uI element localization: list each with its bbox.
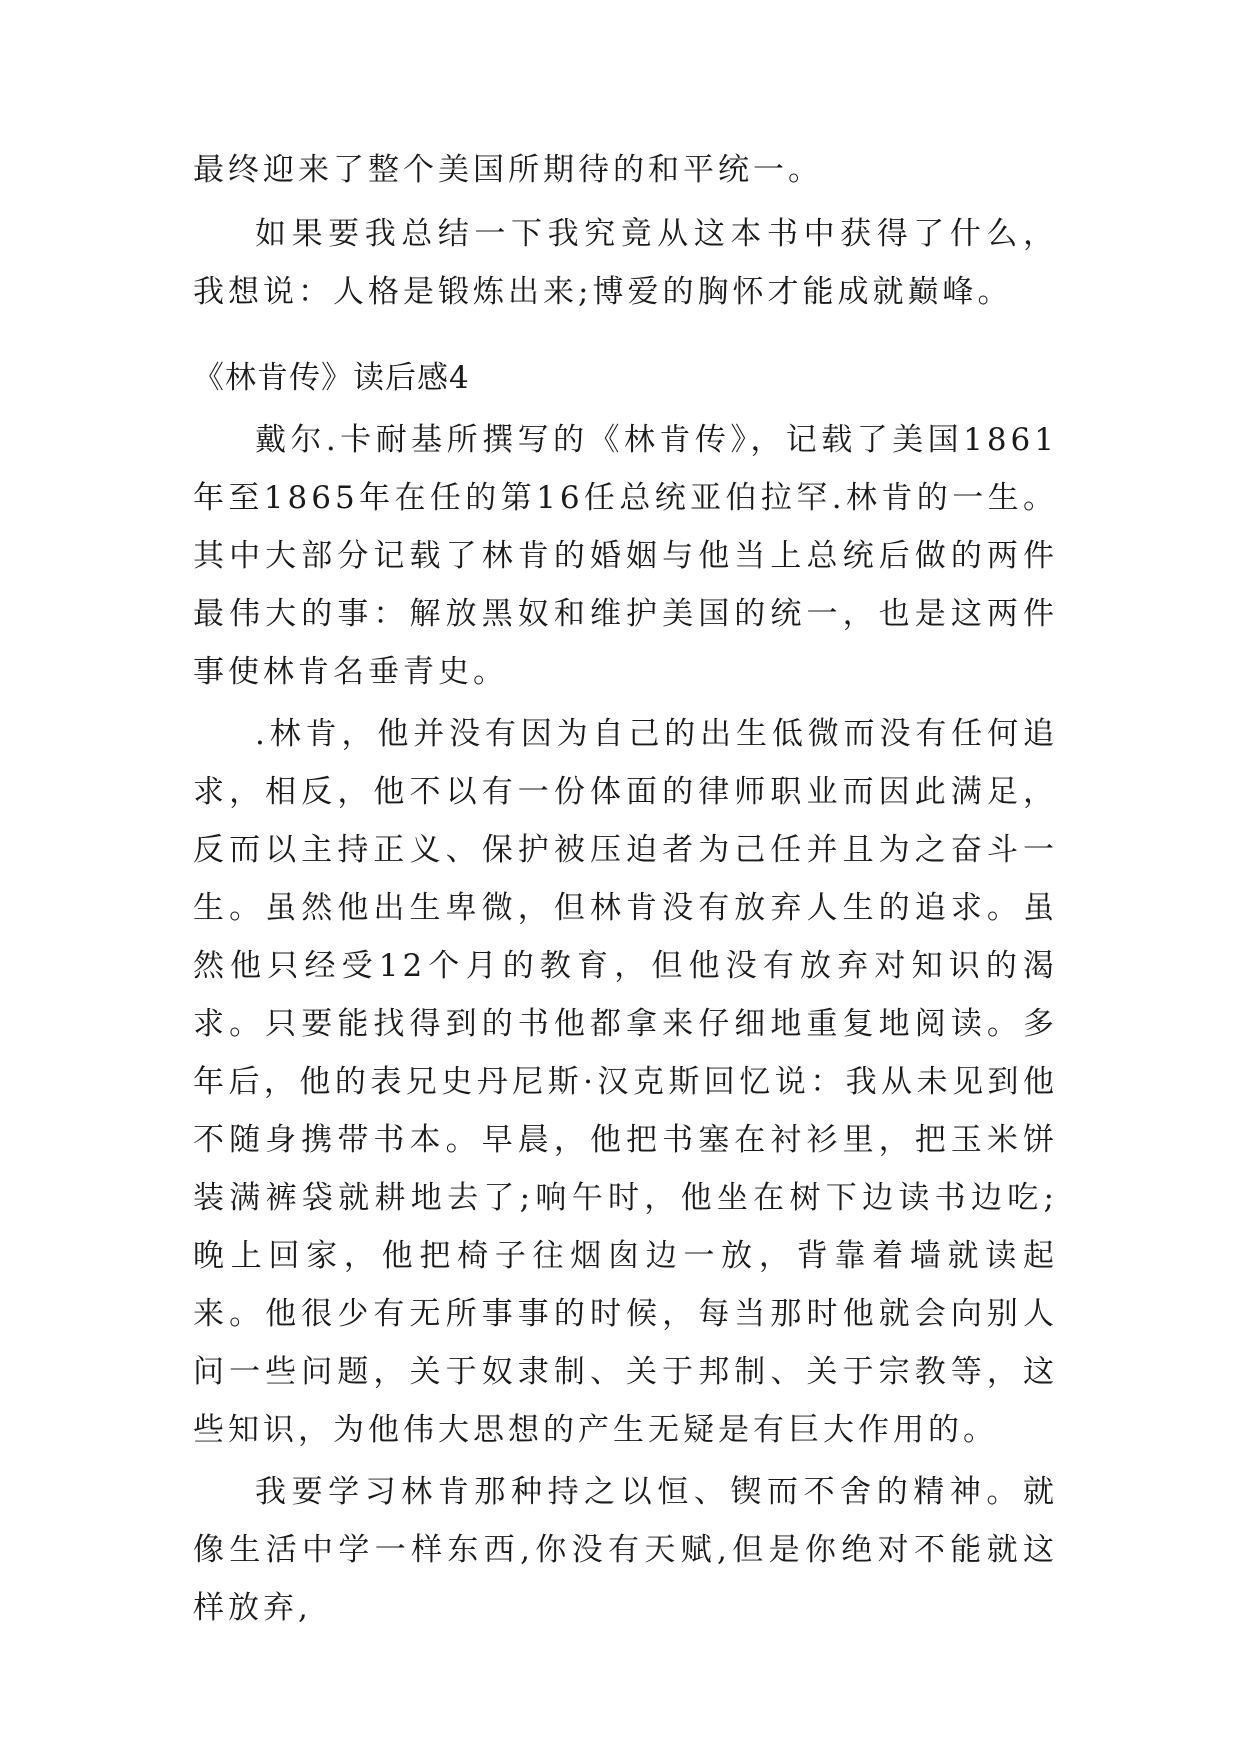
paragraph-summary: 如果要我总结一下我究竟从这本书中获得了什么，我想说：人格是锻炼出来;博爱的胸怀才能成就巅峰。 bbox=[193, 216, 1058, 310]
paragraph-lincoln-life: .林肯，他并没有因为自己的出生低微而没有任何追求，相反，他不以有一份体面的律师职业而因此满足，反而以主持正义、保护被压迫者为己任并且为之奋斗一生。虽然他出生卑微，但林肯没有放弃人生的追求。虽然他只经受12个月的教育，但他没有放弃对知识的渴求。只要能找得到的书他都拿来仔细地重复地阅读。多年后，他的表兄史丹尼斯·汉克斯回忆说：我从未见到他不随身携带书本。早晨，他把书塞在衬衫里，把玉米饼装满裤袋就耕地去了;响午时，他坐在树下边读书边吃;晚上回家，他把椅子往烟囱边一放，背靠着墙就读起来。他很少有无所事事的时候，每当那时他就会向别人问一些问题，关于奴隶制、关于邦制、关于宗教等，这些知识，为他伟大思想的产生无疑是有巨大作用的。 bbox=[193, 716, 1058, 1448]
paragraph-intro: 戴尔.卡耐基所撰写的《林肯传》，记载了美国1861年至1865年在任的第16任总统亚伯拉罕.林肯的一生。其中大部分记载了林肯的婚姻与他当上总统后做的两件最伟大的事：解放黑奴和维护美国的统一，也是这两件事使林肯名垂青史。 bbox=[193, 422, 1058, 690]
paragraph-conclusion-end: 最终迎来了整个美国所期待的和平统一。 bbox=[193, 152, 823, 188]
section-heading: 《林肯传》读后感4 bbox=[193, 360, 470, 396]
text-block-top bbox=[193, 141, 1058, 321]
paragraph-learning: 我要学习林肯那种持之以恒、锲而不舍的精神。就像生活中学一样东西,你没有天赋,但是你绝对不能就这样放弃, bbox=[193, 1474, 1058, 1626]
text-block-section bbox=[193, 349, 1058, 1637]
